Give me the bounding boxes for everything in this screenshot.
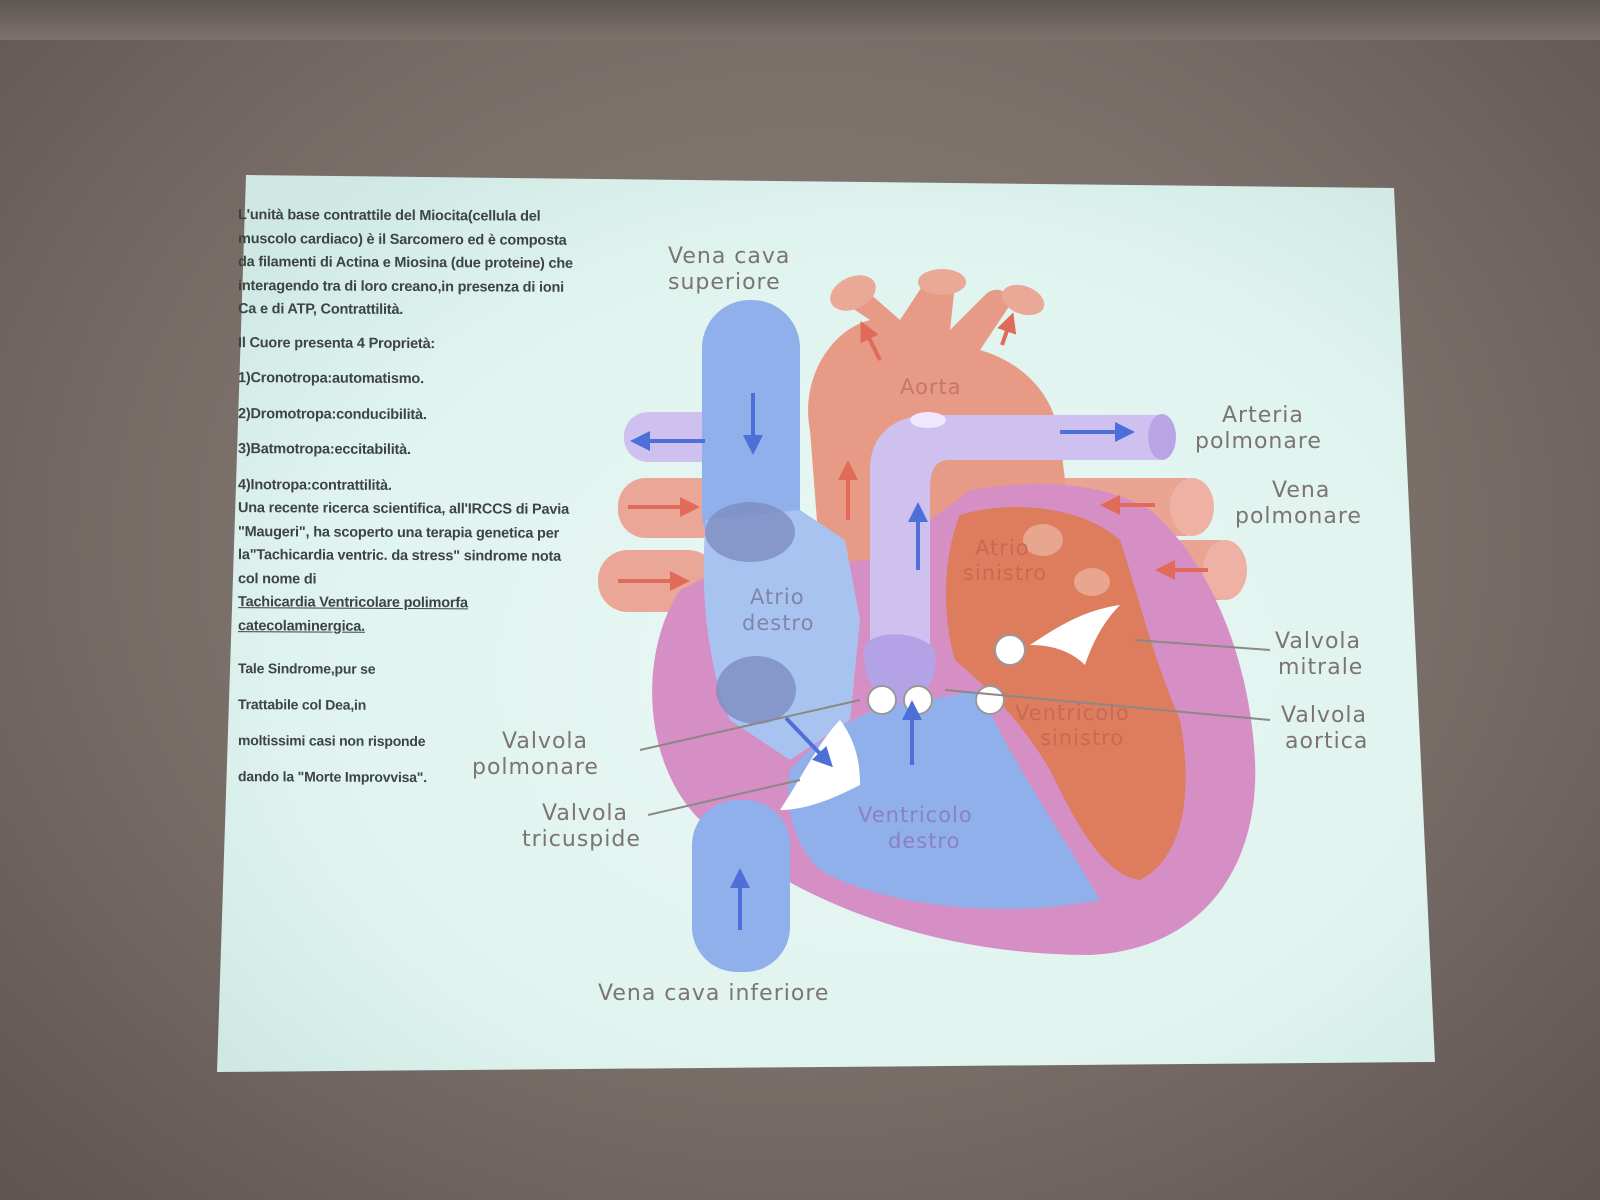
property-3: 3)Batmotropa:eccitabilità. <box>238 441 411 459</box>
svc-opening <box>705 502 795 562</box>
research-paragraph: Una recente ricerca scientifica, all'IRCCS di Pavia "Maugeri", ha scoperto una terapia genetica per la"Tachicardia ventric. da stress" sindrome nota col nome di <box>238 500 569 588</box>
label-pulm-vein-line2: polmonare <box>1235 504 1362 529</box>
property-2: 2)Dromotropa:conducibilità. <box>238 405 427 423</box>
pulmonary-vein-opening-2 <box>1074 568 1110 596</box>
label-pulm-artery-line1: Arteria <box>1222 403 1304 428</box>
label-aortic-valve-line1: Valvola <box>1281 703 1368 728</box>
syndrome-name: Tachicardia Ventricolare polimorfa catecolaminergica. <box>238 594 468 635</box>
label-svc-line1: Vena cava <box>668 244 791 269</box>
ivc-opening <box>716 656 796 724</box>
label-mitral-line2: mitrale <box>1278 655 1364 680</box>
label-left-ventricle-line1: Ventricolo <box>1015 701 1130 725</box>
ending-line-4: dando la "Morte Improvvisa". <box>238 768 427 786</box>
property-4: 4)Inotropa:contrattilità. <box>238 476 392 494</box>
property-1: 1)Cronotropa:automatismo. <box>238 370 424 388</box>
ending-line-2: Trattabile col Dea,in <box>238 696 367 713</box>
label-mitral-line1: Valvola <box>1275 629 1362 654</box>
label-pulm-vein-line1: Vena <box>1272 478 1331 503</box>
label-left-atrium-line1: Atrio <box>975 536 1030 560</box>
label-tricuspid-line2: tricuspide <box>522 827 641 852</box>
label-right-atrium-line1: Atrio <box>750 585 805 609</box>
label-right-atrium-line2: destro <box>742 611 815 635</box>
label-right-ventricle-line2: destro <box>888 829 961 853</box>
label-aorta: Aorta <box>900 375 962 399</box>
properties-heading: Il Cuore presenta 4 Proprietà: <box>238 334 436 352</box>
label-pulm-artery-line2: polmonare <box>1195 429 1322 454</box>
label-tricuspid-line1: Valvola <box>542 801 629 826</box>
pulmonary-artery-opening <box>1148 414 1176 460</box>
label-left-ventricle-line2: sinistro <box>1040 726 1125 750</box>
label-pulm-valve-line2: polmonare <box>472 755 599 780</box>
ending-line-1: Tale Sindrome,pur se <box>238 660 376 677</box>
label-aortic-valve-line2: aortica <box>1285 729 1369 754</box>
label-svc-line2: superiore <box>668 270 781 295</box>
ending-line-3: moltissimi casi non risponde <box>238 732 426 750</box>
label-pulm-valve-line1: Valvola <box>502 729 589 754</box>
label-left-atrium-line2: sinistro <box>963 561 1048 585</box>
aortic-arch-highlight <box>910 412 946 428</box>
label-ivc: Vena cava inferiore <box>598 981 830 1006</box>
intro-paragraph: L'unità base contrattile del Miocita(cellula del muscolo cardiaco) è il Sarcomero ed è composta da filamenti di Actina e Miosina (due proteine) che interagendo tra di loro creano,in presenza di ioni Ca e di ATP, Contrattilità. <box>238 207 573 318</box>
label-right-ventricle-line1: Ventricolo <box>858 803 973 827</box>
